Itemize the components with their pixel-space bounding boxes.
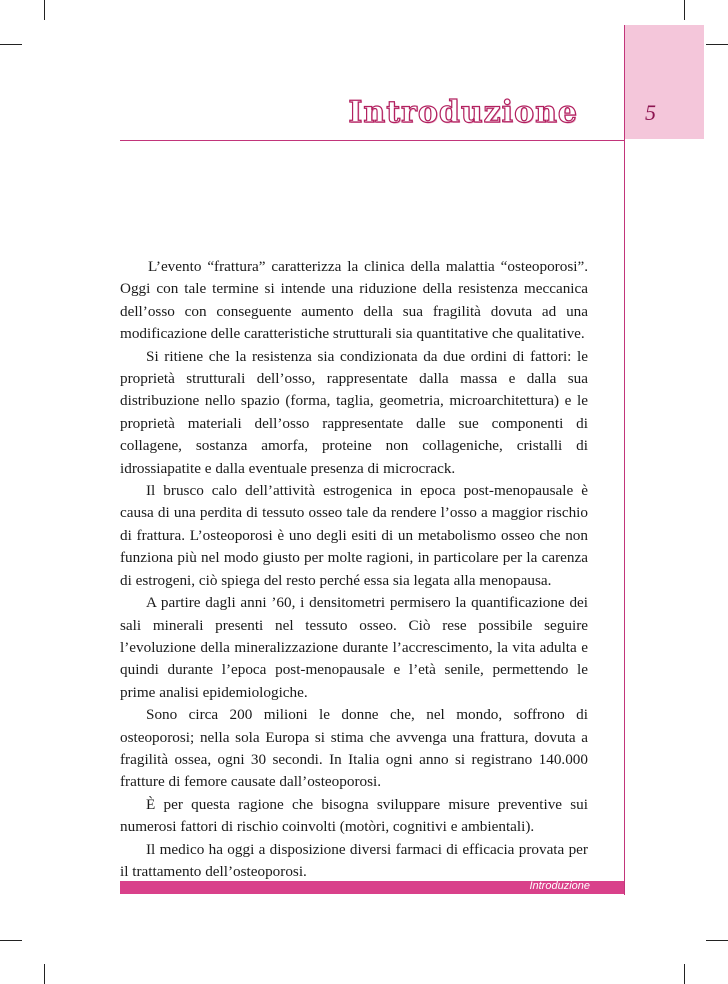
paragraph: Sono circa 200 milioni le donne che, nel mondo, soffrono di osteoporosi; nella sola Europa si stima che avvenga una frattura, dovuta a fragilità ossea, ogni 30 secondi. In Italia ogni anno si registrano 140.000 fratture di femore causate dall’osteoporosi. bbox=[120, 706, 588, 791]
paragraph: Il medico ha oggi a disposizione diversi farmaci di efficacia provata per il trattamento dell’osteoporosi. bbox=[120, 840, 588, 880]
crop-mark bbox=[0, 940, 22, 941]
paragraph: Si ritiene che la resistenza sia condizionata da due ordini di fattori: le proprietà strutturali dell’osso, rappresentate dalla massa e dalla sua distribuzione nello spazio (forma, taglia, geometria, microarchitettura) e le proprietà materiali dell’osso rappresentate dalle sue componenti di collagene, sostanza amorfa, proteine non collageniche, cristalli di idrossiapatite e dalla eventuale presenza di microcrack. bbox=[120, 347, 588, 477]
paragraph: L’evento “frattura” caratterizza la clinica della malattia “osteoporosi”. Oggi con tale termine si intende una riduzione della resistenza meccanica dell’osso con conseguente aumento della sua fragilità dovuta ad una modificazione delle caratteristiche strutturali sia quantitative che qualitative. bbox=[120, 258, 588, 343]
chapter-title: Introduzione bbox=[348, 95, 578, 130]
paragraph: Il brusco calo dell’attività estrogenica in epoca post-menopausale è causa di una perdita di tessuto osseo tale da rendere l’osso a maggior rischio di frattura. L’osteoporosi è uno degli esiti di un metabolismo osseo che non funziona più nel modo giusto per molte ragioni, in particolare per la carenza di estrogeni, ciò spiega del resto perché essa sia legata alla menopausa. bbox=[120, 482, 588, 589]
crop-mark bbox=[684, 964, 685, 984]
crop-mark bbox=[684, 0, 685, 20]
page-number: 5 bbox=[645, 100, 656, 125]
crop-mark bbox=[44, 0, 45, 20]
crop-mark bbox=[0, 44, 22, 45]
footer-bar bbox=[120, 881, 624, 894]
body-text bbox=[120, 256, 588, 883]
footer-running-title: Introduzione bbox=[529, 880, 590, 892]
crop-mark bbox=[706, 940, 728, 941]
crop-mark bbox=[706, 44, 728, 45]
paragraph: È per questa ragione che bisogna sviluppare misure preventive sui numerosi fattori di rischio coinvolti (motòri, cognitivi e ambientali). bbox=[120, 795, 588, 836]
crop-mark bbox=[44, 964, 45, 984]
margin-rule bbox=[624, 25, 625, 895]
paragraph: A partire dagli anni ’60, i densitometri permisero la quantificazione dei sali minerali presenti nel tessuto osseo. Ciò rese possibile seguire l’evoluzione della mineralizzazione durante l’accrescimento, la vita adulta e quindi durante l’epoca post-menopausale e l’età senile, permettendo le prime analisi epidemiologiche. bbox=[120, 594, 588, 701]
header-rule bbox=[120, 140, 625, 141]
page-number-tab bbox=[624, 25, 704, 139]
